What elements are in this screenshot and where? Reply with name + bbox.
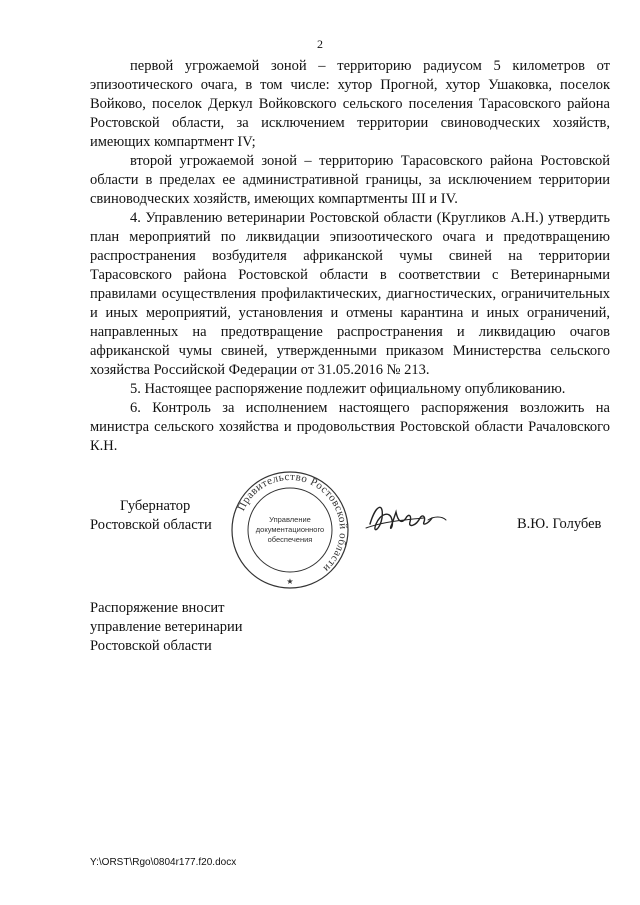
stamp-star-icon: ★ (286, 577, 294, 586)
submitter-line1: Распоряжение вносит (90, 600, 225, 616)
paragraph-first-zone: первой угрожаемой зоной – территорию радиусом 5 километров от эпизоотического очага, в том числе: хутор Прогной, хутор Ушаковка, поселок Войково, поселок Деркул Войковского сельского поселения Тарасовского района Ростовской области, за исключением территории свиноводческих хозяйств, имеющих компартмент IV; (90, 58, 610, 150)
official-stamp (225, 470, 355, 590)
submitter-block (90, 599, 243, 656)
stamp-inner-line2: документационного (255, 525, 325, 534)
submitter-line2: управление ветеринарии (90, 619, 243, 635)
submitter-line3: Ростовской области (90, 638, 212, 654)
signatory-title-line1: Губернатор (120, 498, 191, 514)
document-body (90, 57, 610, 456)
paragraph-second-zone: второй угрожаемой зоной – территорию Тарасовского района Ростовской области в пределах ее административной границы, за исключением территории свиноводческих хозяйств, имеющих компартменты III и IV. (90, 153, 610, 207)
signatory-name: В.Ю. Голубев (517, 516, 602, 532)
stamp-inner-line3: обеспечения (267, 535, 313, 544)
page-number: 2 (317, 37, 323, 51)
stamp-inner-line1: Управление (269, 515, 311, 524)
file-path-footer: Y:\ORST\Rgo\0804r177.f20.docx (90, 857, 237, 868)
handwritten-signature (362, 494, 452, 544)
paragraph-item-5: 5. Настоящее распоряжение подлежит официальному опубликованию. (130, 381, 566, 397)
stamp-outer-text: Правительство Ростовской области (235, 470, 350, 575)
paragraph-item-6: 6. Контроль за исполнением настоящего распоряжения возложить на министра сельского хозяйства и продовольствия Ростовской области Рачаловского К.Н. (90, 400, 610, 454)
paragraph-item-4: 4. Управлению ветеринарии Ростовской области (Кругликов А.Н.) утвердить план мероприятий по ликвидации эпизоотического очага и предотвращению распространения возбудителя африканской чумы свиней на территории Тарасовского района Ростовской области в соответствии с Ветеринарными правилами осуществления профилактических, диагностических, ограничительных и иных мероприятий, установления и отмены карантина и иных ограничений, направленных на предотвращение распространения и ликвидацию очагов африканской чумы свиней, утвержденными приказом Министерства сельского хозяйства Российской Федерации от 31.05.2016 № 213. (90, 210, 610, 378)
signatory-title (90, 497, 212, 535)
signatory-title-line2: Ростовской области (90, 517, 212, 533)
